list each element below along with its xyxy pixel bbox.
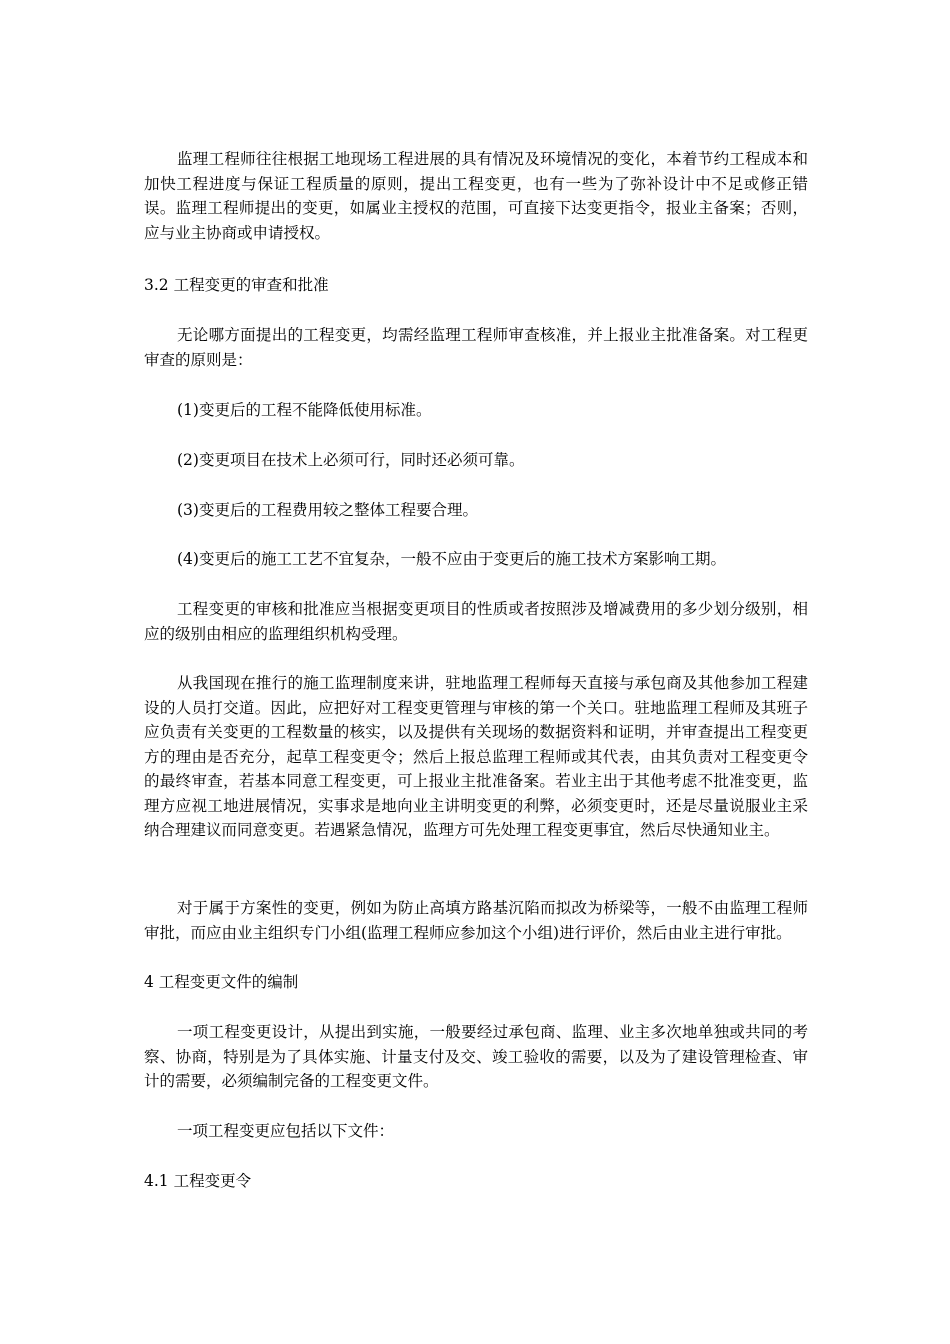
- paragraph: 对于属于方案性的变更，例如为防止高填方路基沉陷而拟改为桥梁等，一般不由监理工程师审批，而应由业主组织专门小组(监理工程师应参加这个小组)进行评价，然后由业主进行审批。: [144, 899, 808, 942]
- list-item: (3)变更后的工程费用较之整体工程要合理。: [177, 501, 478, 519]
- section-heading-4: 4 工程变更文件的编制: [144, 973, 299, 991]
- section-heading-4-1: 4.1 工程变更令: [144, 1172, 252, 1190]
- section-heading-3-2: 3.2 工程变更的审查和批准: [144, 276, 329, 294]
- paragraph: 工程变更的审核和批准应当根据变更项目的性质或者按照涉及增减费用的多少划分级别，相应的级别由相应的监理组织机构受理。: [144, 600, 808, 643]
- paragraph: 无论哪方面提出的工程变更，均需经监理工程师审查核准，并上报业主批准备案。对工程更审查的原则是：: [144, 326, 808, 369]
- paragraph: 一项工程变更应包括以下文件：: [177, 1122, 395, 1140]
- paragraph: 一项工程变更设计，从提出到实施，一般要经过承包商、监理、业主多次地单独或共同的考察、协商，特别是为了具体实施、计量支付及交、竣工验收的需要，以及为了建设管理检查、审计的需要，必须编制完备的工程变更文件。: [144, 1023, 808, 1090]
- list-item: (1)变更后的工程不能降低使用标准。: [177, 401, 432, 419]
- paragraph: 监理工程师往往根据工地现场工程进展的具有情况及环境情况的变化，本着节约工程成本和加快工程进度与保证工程质量的原则，提出工程变更，也有一些为了弥补设计中不足或修正错误。监理工程师提出的变更，如属业主授权的范围，可直接下达变更指令，报业主备案；否则，应与业主协商或申请授权。: [144, 150, 808, 242]
- list-item: (4)变更后的施工工艺不宜复杂，一般不应由于变更后的施工技术方案影响工期。: [177, 550, 726, 568]
- paragraph: 从我国现在推行的施工监理制度来讲，驻地监理工程师每天直接与承包商及其他参加工程建设的人员打交道。因此，应把好对工程变更管理与审核的第一个关口。驻地监理工程师及其班子应负责有关变更的工程数量的核实，以及提供有关现场的数据资料和证明，并审查提出工程变更方的理由是否充分，起草工程变更令；然后上报总监理工程师或其代表，由其负责对工程变更令的最终审查，若基本同意工程变更，可上报业主批准备案。若业主出于其他考虑不批准变更，监理方应视工地进展情况，实事求是地向业主讲明变更的利弊，必须变更时，还是尽量说服业主采纳合理建议而同意变更。若遇紧急情况，监理方可先处理工程变更事宜，然后尽快通知业主。: [144, 674, 808, 839]
- list-item: (2)变更项目在技术上必须可行，同时还必须可靠。: [177, 451, 525, 469]
